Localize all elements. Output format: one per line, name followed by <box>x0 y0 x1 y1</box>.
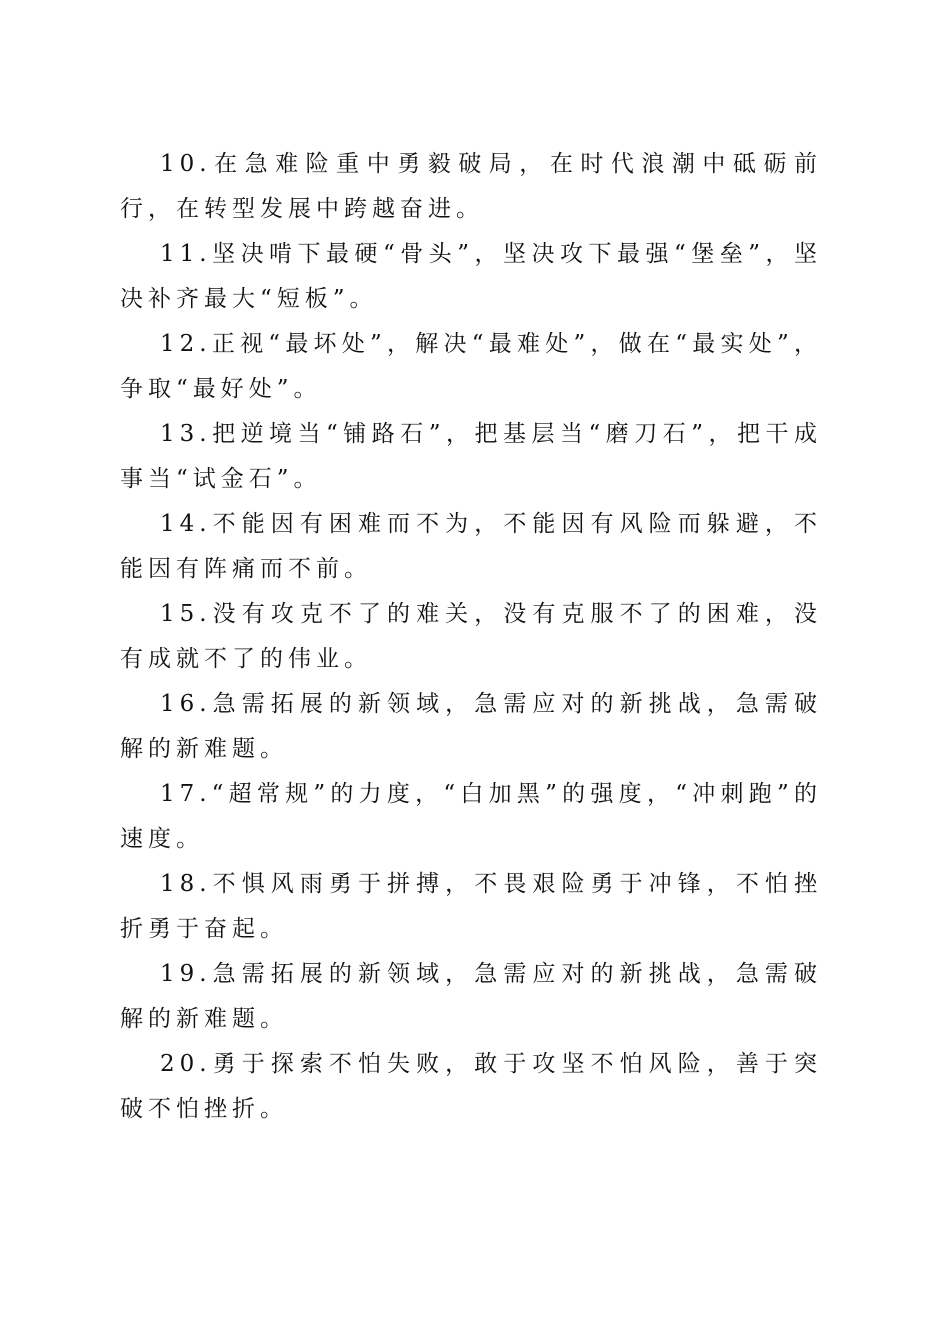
list-item: 14.不能因有困难而不为，不能因有风险而躲避，不能因有阵痛而不前。 <box>120 511 822 582</box>
document-page <box>120 142 822 1132</box>
list-item: 15.没有攻克不了的难关，没有克服不了的困难，没有成就不了的伟业。 <box>120 601 822 672</box>
list-item: 16.急需拓展的新领域，急需应对的新挑战，急需破解的新难题。 <box>120 691 822 762</box>
list-item: 10.在急难险重中勇毅破局，在时代浪潮中砥砺前行，在转型发展中跨越奋进。 <box>120 151 822 222</box>
list-item: 12.正视“最坏处”，解决“最难处”，做在“最实处”，争取“最好处”。 <box>120 331 822 402</box>
list-item: 19.急需拓展的新领域，急需应对的新挑战，急需破解的新难题。 <box>120 961 822 1032</box>
list-item: 18.不惧风雨勇于拼搏，不畏艰险勇于冲锋，不怕挫折勇于奋起。 <box>120 871 822 942</box>
list-item: 13.把逆境当“铺路石”，把基层当“磨刀石”，把干成事当“试金石”。 <box>120 421 822 492</box>
list-item: 11.坚决啃下最硬“骨头”，坚决攻下最强“堡垒”，坚决补齐最大“短板”。 <box>120 241 822 312</box>
list-item: 20.勇于探索不怕失败，敢于攻坚不怕风险，善于突破不怕挫折。 <box>120 1051 822 1122</box>
list-item: 17.“超常规”的力度，“白加黑”的强度，“冲刺跑”的速度。 <box>120 781 822 852</box>
